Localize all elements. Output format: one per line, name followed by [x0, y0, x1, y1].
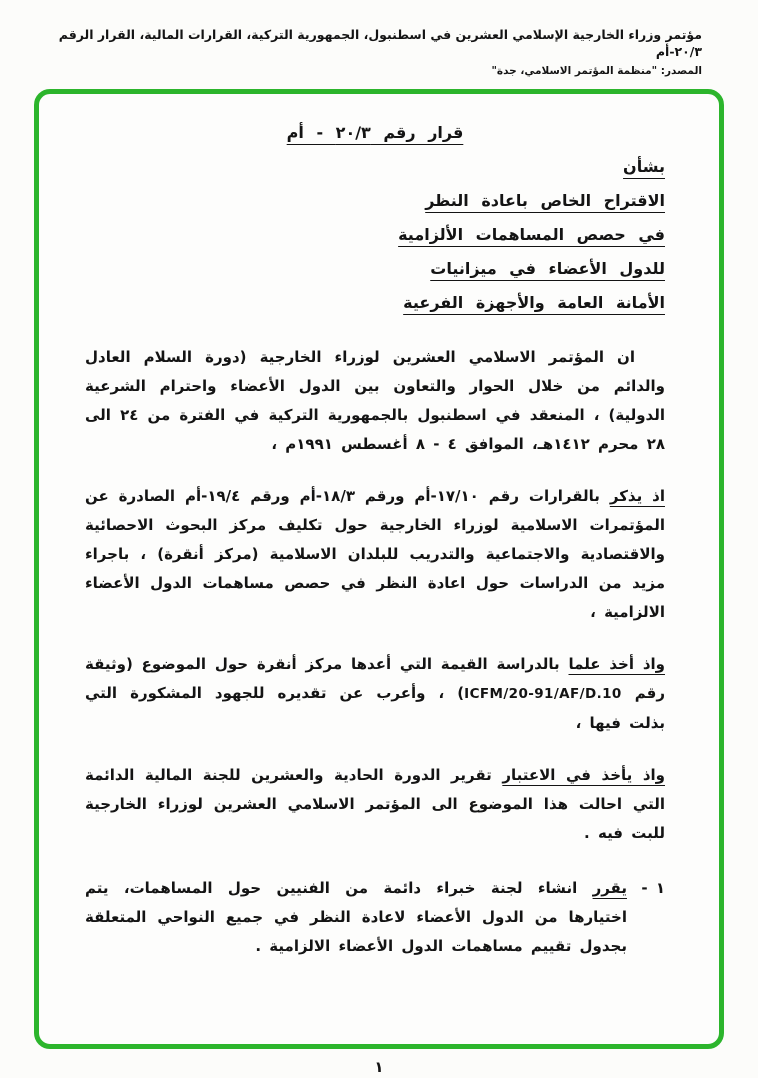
considering-lead: واذ يأخذ في الاعتبار	[502, 766, 665, 784]
document-reference-code: ICFM/20-91/AF/D.10	[464, 686, 622, 702]
item-number-marker: ١ -	[641, 879, 665, 897]
operative-item-1	[85, 874, 665, 961]
considering-text: تقرير الدورة الحادية والعشرين للجنة المالية الدائمة التي احالت هذا الموضوع الى المؤتمر الاسلامي العشرين لوزراء الخارجية للبت فيه .	[85, 766, 665, 842]
taking-note-paragraph	[85, 650, 665, 738]
preamble-opening-paragraph	[85, 343, 665, 459]
document-frame	[34, 89, 724, 1049]
taking-note-text-after-code: ) ، وأعرب عن تقديره للجهود المشكورة التي بذلت فيها ،	[85, 684, 665, 732]
page-footer	[0, 1058, 758, 1076]
header-citation: مؤتمر وزراء الخارجية الإسلامي العشرين في اسطنبول، الجمهورية التركية، القرارات المالية، القرار الرقم ٢٠/٣-أم	[58, 27, 702, 59]
recalling-paragraph	[85, 482, 665, 627]
resolution-title-line-2: في حصص المساهمات الألزامية	[398, 225, 665, 244]
document-header	[0, 0, 758, 77]
recalling-text: بالقرارات رقم ١٧/١٠-أم ورقم ١٨/٣-أم ورقم ١٩/٤-أم الصادرة عن المؤتمرات الاسلامية لوزراء الخارجية حول تكليف مركز البحوث الاحصائية والاقتصادية والاجتماعية والتدريب للبلدان الاسلامية (مركز أنقرة) ، باجراء مزيد من الدراسات حول اعادة النظر في حصص مساهمات الدول الأعضاء الالزامية ،	[85, 487, 665, 621]
resolution-title-line-4: الأمانة العامة والأجهزة الفرعية	[403, 293, 665, 312]
preamble-opening-text: ان المؤتمر الاسلامي العشرين لوزراء الخارجية (دورة السلام العادل والدائم من خلال الحوار والتعاون بين الدول الأعضاء واحترام الشرعية الدولية) ، المنعقد في اسطنبول بالجمهورية التركية في الفترة من ٢٤ الى ٢٨ محرم ١٤١٢هـ، الموافق ٤ - ٨ أغسطس ١٩٩١م ،	[85, 348, 665, 453]
considering-paragraph	[85, 761, 665, 848]
resolution-title-line-3: للدول الأعضاء في ميزانيات	[430, 259, 665, 278]
taking-note-text-before-code: بالدراسة القيمة التي أعدها مركز أنقرة حول الموضوع (وثيقة رقم	[85, 655, 665, 702]
taking-note-lead: واذ أخذ علما	[568, 655, 665, 673]
resolution-number-line: قرار رقم ٢٠/٣ - أم	[286, 123, 464, 142]
resolution-title-block	[85, 116, 665, 320]
resolution-title-line-1: الاقتراح الخاص باعادة النظر	[425, 191, 665, 210]
page-number: ١	[374, 1058, 384, 1076]
operative-item-lead: يقرر	[592, 879, 627, 897]
header-source-line: المصدر: "منظمة المؤتمر الاسلامي، جدة"	[491, 65, 702, 77]
resolution-subject-word: بشأن	[623, 157, 665, 176]
operative-item-text: انشاء لجنة خبراء دائمة من الفنيين حول المساهمات، يتم اختيارها من الدول الأعضاء لاعادة النظر في جميع النواحي المتعلقة بجدول تقييم مساهمات الدول الأعضاء الالزامية .	[85, 879, 627, 955]
recalling-lead: اذ يذكر	[609, 487, 665, 505]
